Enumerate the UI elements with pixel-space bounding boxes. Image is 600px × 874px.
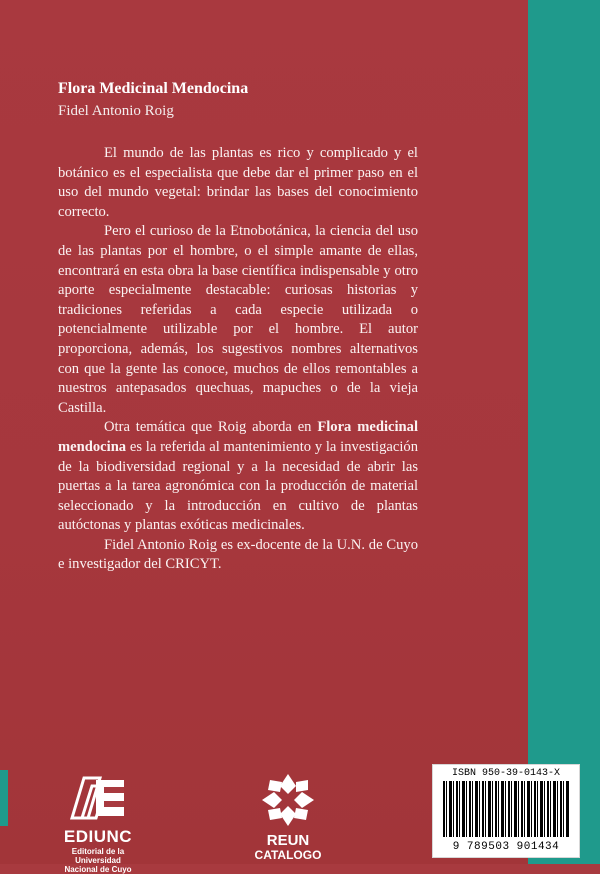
blurb-paragraph-1: El mundo de las plantas es rico y complicado y el botánico es el especialista que debe dar el primer paso en el uso del mundo vegetal: brindar las bases del conocimiento correcto. [58, 145, 418, 220]
reun-catalog-logo [248, 772, 328, 862]
blurb-p3-end: es la referida al mantenimiento y la investigación de la biodiversidad regional y a la necesidad de abrir las puertas a la tarea agronómica con la producción de material seleccionado y la introducción en cultivo de plantas autóctonas y plantas exóticas medicinales. [58, 438, 418, 534]
ediunc-sub-3: Nacional de Cuyo [64, 865, 132, 874]
isbn-barcode-box [432, 764, 580, 858]
blurb-paragraph-2: Pero el curioso de la Etnobotánica, la ciencia del uso de las plantas por el hombre, o el simple amante de ellas, encontrará en esta obra la base científica indispensable y otro aporte especialmente destacable: curiosas historias y tradiciones referidas a cada especie utilizada o potencialmente utilizable por el hombre. El autor proporciona, además, los sugestivos nombres alternativos con que la gente las conoce, muchos de ellos remontables a nuestros antepasados quechuas, mapuches o de la vieja Castilla. [58, 223, 418, 416]
ediunc-sub-1: Editorial de la [71, 847, 125, 856]
blurb [58, 144, 418, 575]
ediunc-name: EDIUNC [63, 827, 133, 846]
teal-side-strip [528, 0, 600, 864]
reun-name: REUN [266, 832, 310, 849]
blurb-p3-start: Otra temática que Roig aborda en [104, 419, 318, 436]
ediunc-publisher-logo [48, 770, 148, 874]
ediunc-sub-2: Universidad [75, 856, 121, 865]
book-author: Fidel Antonio Roig [58, 103, 174, 119]
book-title: Flora Medicinal Mendocina [58, 80, 249, 97]
reun-logo-icon [258, 772, 318, 828]
barcode-digits: 9 789503 901434 [452, 841, 560, 853]
blurb-paragraph-3 [58, 418, 418, 536]
blurb-paragraph-4: Fidel Antonio Roig es ex-docente de la U.N. de Cuyo e investigador del CRICYT. [58, 536, 418, 573]
ediunc-logo-icon [66, 770, 130, 820]
barcode-icon [443, 781, 569, 837]
blurb-p3-bold-title: Flora medicinal mendocina [58, 419, 418, 455]
isbn-label: ISBN 950-39-0143-X [451, 768, 561, 779]
reun-sub: CATALOGO [254, 848, 322, 862]
teal-left-mark [0, 770, 8, 826]
